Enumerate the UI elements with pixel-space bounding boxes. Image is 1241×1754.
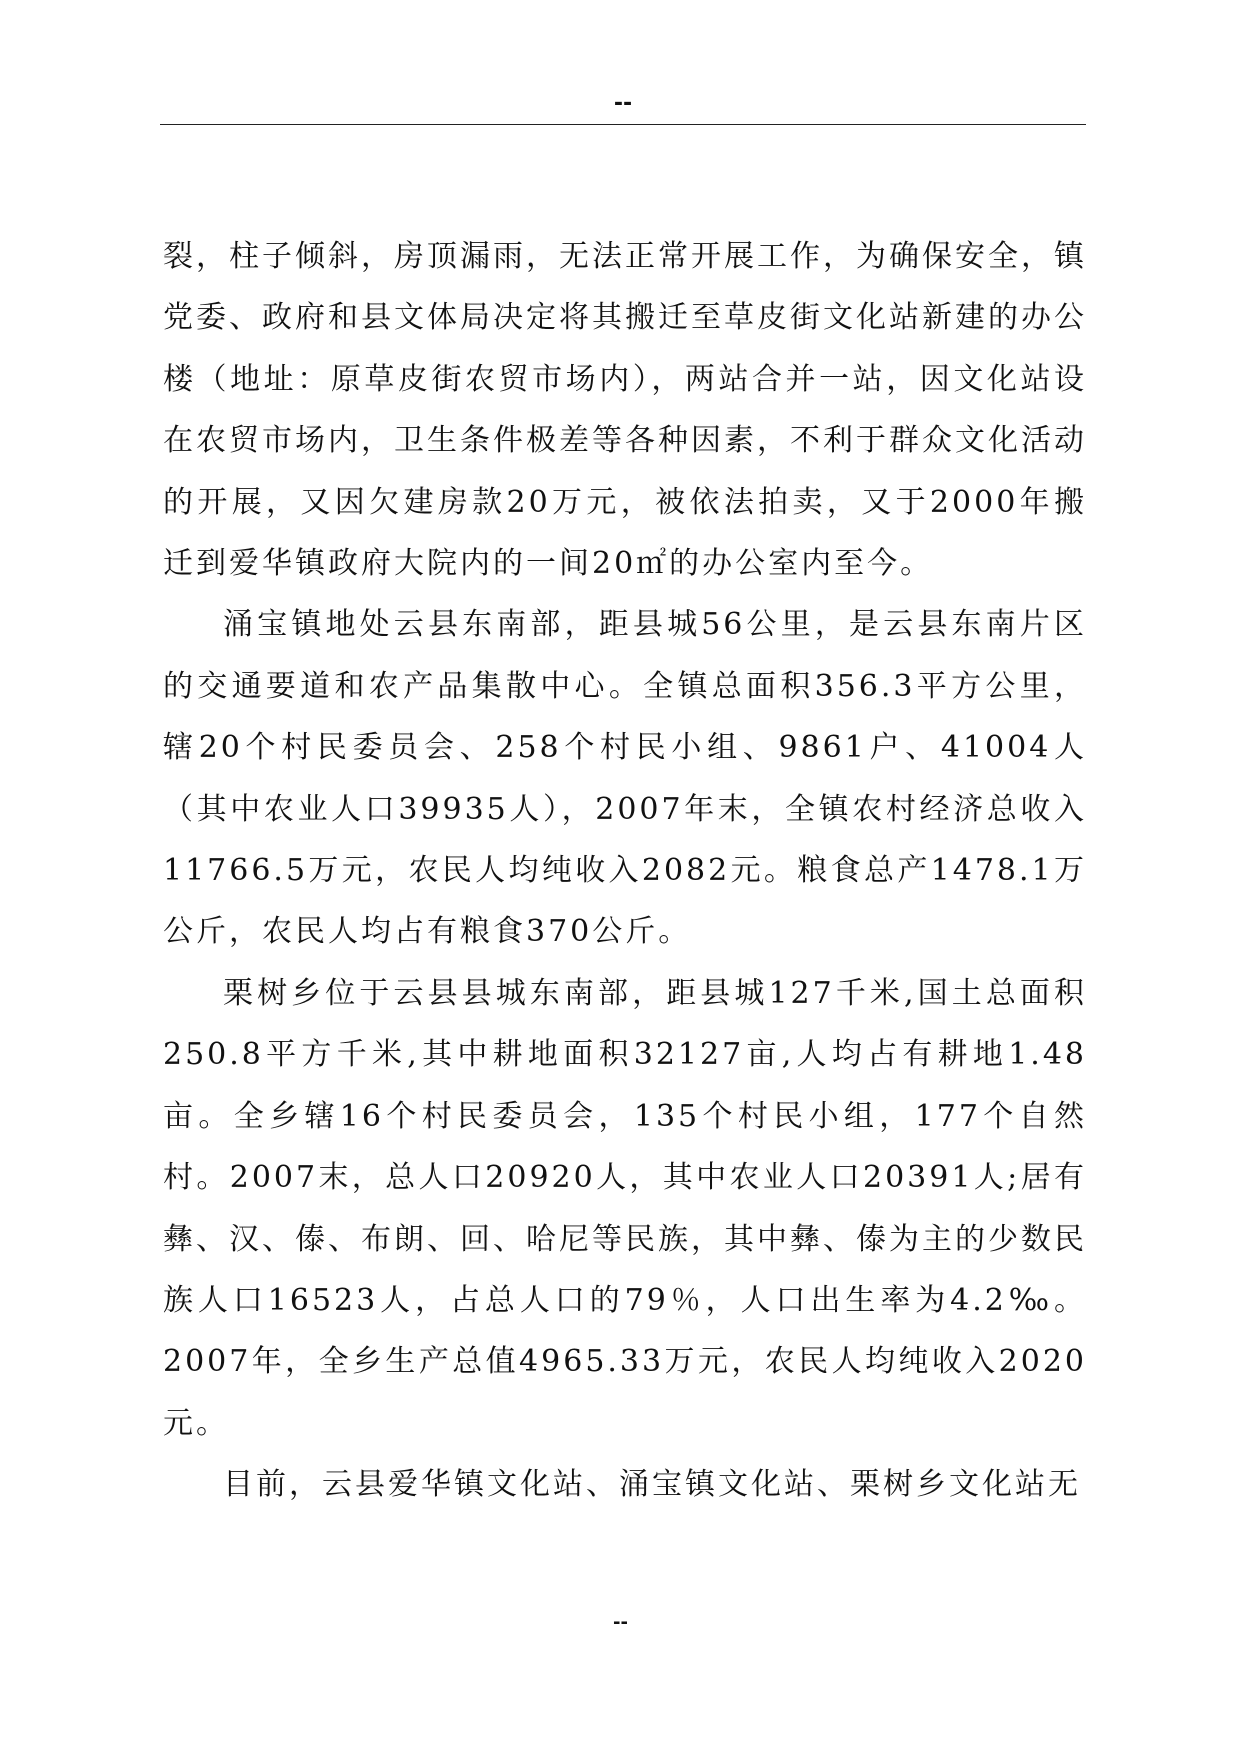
footer-text: --	[613, 1612, 628, 1633]
page-header	[160, 92, 1086, 125]
page-footer	[0, 1612, 1241, 1633]
paragraph-lishu-township: 栗树乡位于云县县城东南部，距县城127千米,国土总面积250.8平方千米,其中耕地面积32127亩,人均占有耕地1.48亩。全乡辖16个村民委员会，135个村民小组，177个自然村。2007末，总人口20920人，其中农业人口20391人;居有彝、汉、傣、布朗、回、哈尼等民族，其中彝、傣为主的少数民族人口16523人，占总人口的79％，人口出生率为4.2‰。2007年，全乡生产总值4965.33万元，农民人均纯收入2020元。	[163, 975, 1087, 1441]
paragraph-current-status: 目前，云县爱华镇文化站、涌宝镇文化站、栗树乡文化站无	[223, 1467, 1081, 1503]
document-body	[163, 226, 1087, 1516]
paragraph-yongbao-town: 涌宝镇地处云县东南部，距县城56公里，是云县东南片区的交通要道和农产品集散中心。全镇总面积356.3平方公里，辖20个村民委员会、258个村民小组、9861户、41004人（其中农业人口39935人），2007年末，全镇农村经济总收入11766.5万元，农民人均纯收入2082元。粮食总产1478.1万公斤，农民人均占有粮食370公斤。	[163, 607, 1087, 950]
header-text: --	[613, 91, 633, 116]
paragraph-continued: 裂，柱子倾斜，房顶漏雨，无法正常开展工作，为确保安全，镇党委、政府和县文体局决定将其搬迁至草皮街文化站新建的办公楼（地址：原草皮街农贸市场内），两站合并一站，因文化站设在农贸市场内，卫生条件极差等各种因素，不利于群众文化活动的开展，又因欠建房款20万元，被依法拍卖，又于2000年搬迁到爱华镇政府大院内的一间20㎡的办公室内至今。	[163, 239, 1087, 582]
